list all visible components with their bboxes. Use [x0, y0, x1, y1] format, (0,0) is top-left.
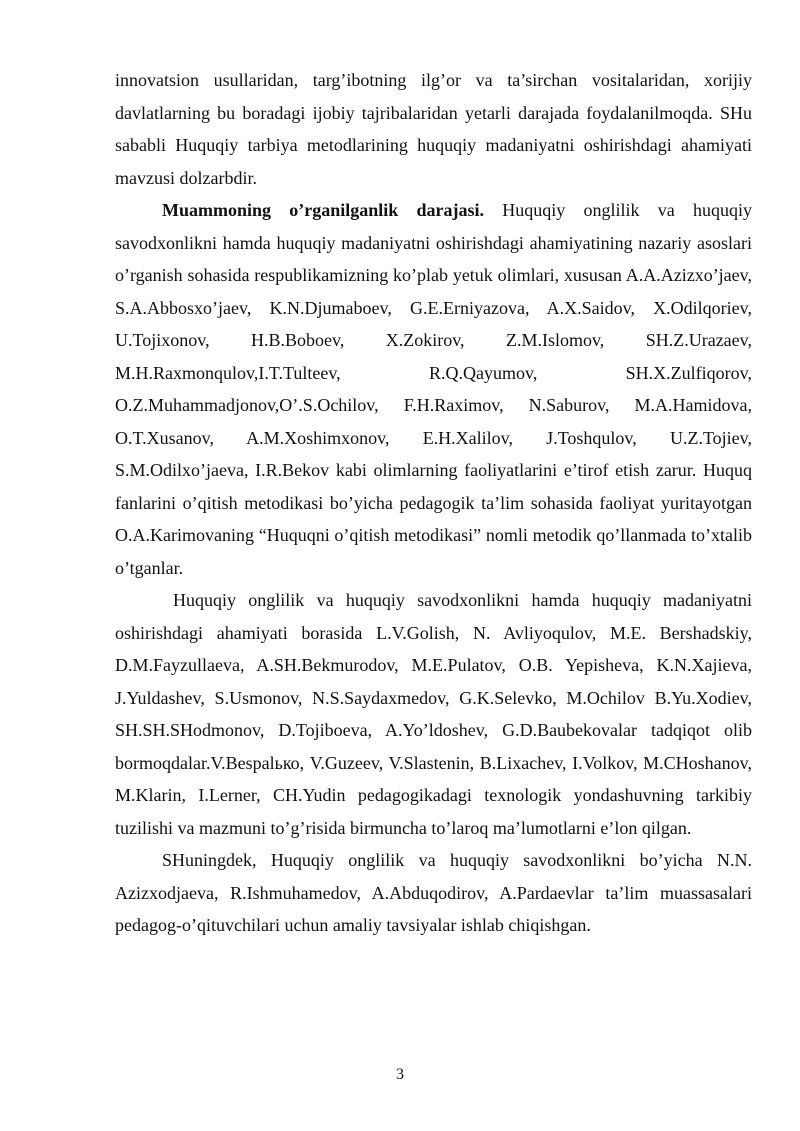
- paragraph-researchers: Huquqiy onglilik va huquqiy savodxonlikni hamda huquqiy madaniyatni oshirishdagi ahamiyati borasida L.V.Golish, N. Avliyoqulov, M.E. Bershadskiy, D.M.Fayzullaeva, A.SH.Bekmurodov, M.E.Pulatov, O.B. Yepisheva, K.N.Xajieva, J.Yuldashev, S.Usmonov, N.S.Saydaxmedov, G.K.Selevko, M.Ochilov B.Yu.Xodiev, SH.SH.SHodmonov, D.Tojiboeva, A.Yo’ldoshev, G.D.Baubekovalar tadqiqot olib bormoqdalar.V.Bespalько, V.Guzeev, V.Slastenin, B.Lixachev, I.Volkov, M.CHoshanov, M.Klarin, I.Lerner, CH.Yudin pedagogikadagi texnologik yondashuvning tarkibiy tuzilishi va mazmuni to’g’risida birmuncha to’laroq ma’lumotlarni e’lon qilgan.: [115, 590, 752, 838]
- paragraph-continuation: innovatsion usullaridan, targ’ibotning ilg’or va ta’sirchan vositalaridan, xorijiy davlatlarning bu boradagi ijobiy tajribalaridan yetarli darajada foydalanilmoqda. SHu sababli Huquqiy tarbiya metodlarining huquqiy madaniyatni oshirishdagi ahamiyati mavzusi dolzarbdir.: [115, 70, 752, 188]
- paragraph-recommendations: SHuningdek, Huquqiy onglilik va huquqiy savodxonlikni bo’yicha N.N. Azizxodjaeva, R.Ishmuhamedov, A.Abduqodirov, A.Pardaevlar ta’lim muassasalari pedagog-o’qituvchilari uchun amaliy tavsiyalar ishlab chiqishgan.: [115, 850, 752, 935]
- page-number: 3: [396, 1066, 404, 1083]
- page-body: [115, 64, 752, 942]
- paragraph-research-degree: [115, 194, 752, 584]
- paragraph-text: Huquqiy onglilik va huquqiy savodxonlikni hamda huquqiy madaniyatni oshirishdagi ahamiyatining nazariy asoslari o’rganish sohasida respublikamizning ko’plab yetuk olimlari, xususan A.A.Azizxo’jaev, S.A.Abbosxo’jaev, K.N.Djumaboev, G.E.Erniyazova, A.X.Saidov, X.Odilqoriev, U.Tojixonov, H.B.Boboev, X.Zokirov, Z.M.Islomov, SH.Z.Urazaev, M.H.Raxmonqulov,I.T.Tulteev, R.Q.Qayumov, SH.X.Zulfiqorov, O.Z.Muhammadjonov,O’.S.Ochilov, F.H.Raximov, N.Saburov, M.A.Hamidova, O.T.Xusanov, A.M.Xoshimxonov, E.H.Xalilov, J.Toshqulov, U.Z.Tojiev, S.M.Odilxo’jaeva, I.R.Bekov kabi olimlarning faoliyatlarini e’tirof etish zarur. Huquq fanlarini o’qitish metodikasi bo’yicha pedagogik ta’lim sohasida faoliyat yuritayotgan O.A.Karimovaning “Huquqni o’qitish metodikasi” nomli metodik qo’llanmada to’xtalib o’tganlar.: [115, 200, 753, 578]
- section-heading: Muammoning o’rganilganlik darajasi.: [162, 200, 485, 220]
